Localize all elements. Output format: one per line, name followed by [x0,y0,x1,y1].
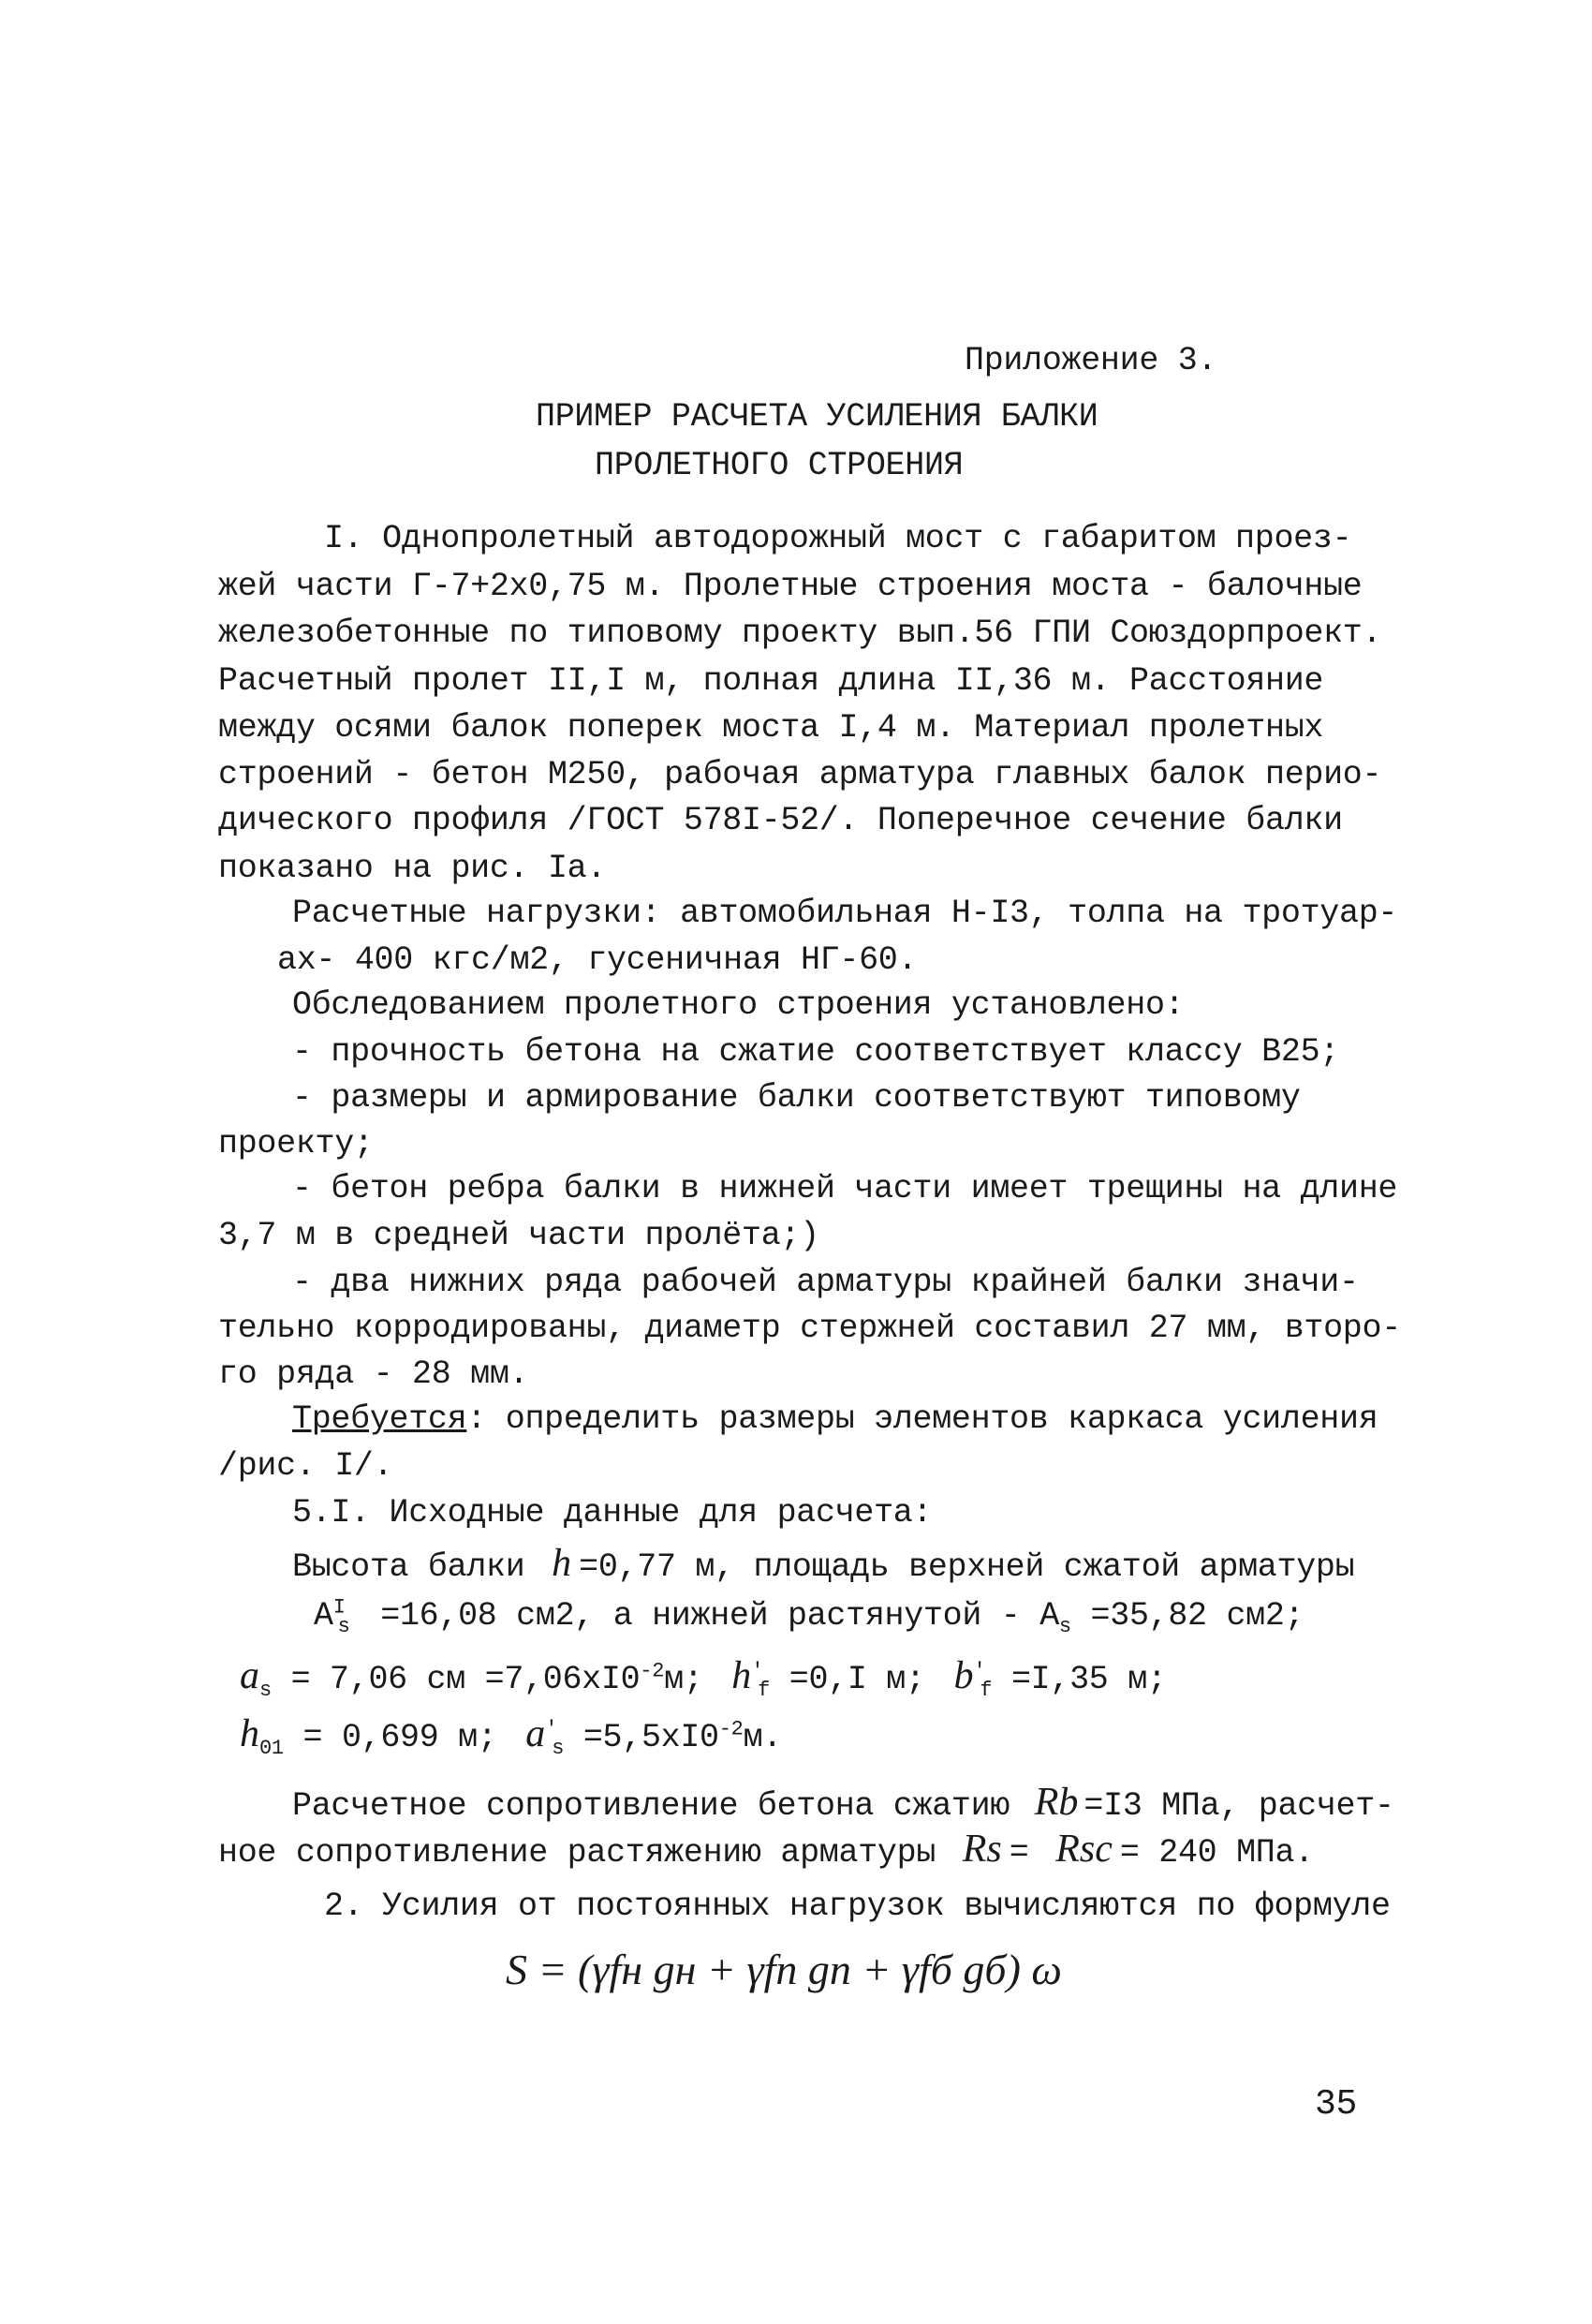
list-item: - прочность бетона на сжатие соответствует классу В25; [292,1033,1339,1071]
appendix-title: Приложение 3. [965,342,1217,379]
text-line: дического профиля /ГОСТ 578I-52/. Поперечное сечение балки [218,802,1343,839]
heading-line-2: ПРОЛЕТНОГО СТРОЕНИЯ [595,447,964,484]
as2-sup: ' [545,1717,558,1741]
formula: S = (γfн gн + γfп gп + γfб gб) ω [506,1946,1062,1993]
text-line: Расчетный пролет II,I м, полная длина II,36 м. Расстояние [218,662,1324,700]
resistance-line-2 [218,1829,1314,1870]
page-number: 35 [1315,2084,1358,2124]
rsc-symbol: Rsc [1055,1828,1113,1871]
hf-text: =0,I м; [789,1661,925,1698]
as-top-sub: s [337,1615,350,1638]
as-sub: s [1058,1615,1071,1638]
reinforcement-area-line [314,1595,1305,1638]
effective-depth-line [240,1712,782,1760]
resistance-text-2b: = 240 МПа. [1119,1834,1314,1872]
list-item: тельно корродированы, диаметр стержней составил 27 мм, второ- [218,1310,1401,1347]
h01-sub: 01 [259,1737,284,1760]
text-line: I. Однопролетный автодорожный мост с габаритом проез- [324,520,1352,557]
as-small-sub: s [259,1679,272,1702]
bf-symbol: b [953,1654,974,1697]
bf-text: =I,35 м; [1010,1661,1167,1698]
text-line: между осями балок поперек моста I,4 м. Материал пролетных [218,709,1324,747]
as-top-text: =16,08 см2, а нижней растянутой - [380,1597,1021,1635]
text-line: Расчетные нагрузки: автомобильная Н-I3, толпа на тротуар- [292,895,1398,932]
text-line: жей части Г-7+2х0,75 м. Пролетные строения моста - балочные [218,568,1363,605]
hf-sub: f [758,1679,771,1702]
beam-height-value: =0,77 м, площадь верхней сжатой арматуры [579,1548,1355,1586]
text-line: показано на рис. Iа. [218,850,607,887]
as-top-symbol: A [314,1597,333,1635]
geometry-line [240,1654,1167,1702]
list-item: - два нижних ряда рабочей арматуры крайней балки значи- [292,1264,1359,1301]
as-symbol: A [1039,1597,1059,1635]
section-2-text: 2. Усилия от постоянных нагрузок вычисляются по формуле [324,1887,1391,1925]
text-line: строений - бетон М250, рабочая арматура главных балок перио- [218,756,1382,793]
as-small-unit: м; [664,1661,703,1698]
resistance-line-1 [292,1783,1394,1823]
list-item: - размеры и армирование балки соответствуют типовому [292,1079,1301,1117]
as2-unit: м. [743,1719,782,1756]
as-small-text: = 7,06 см =7,06хI0 [290,1661,641,1698]
required-line [292,1400,1378,1438]
list-item: го ряда - 28 мм. [218,1355,529,1393]
equals-sign: = [1009,1834,1029,1872]
required-line-2: /рис. I/. [218,1447,393,1485]
resistance-text-2a: ное сопротивление растяжению арматуры [218,1834,936,1872]
bf-sup: ' [973,1659,986,1683]
as2-symbol: a [525,1712,546,1755]
list-item: - бетон ребра балки в нижней части имеет трещины на длине [292,1170,1398,1207]
required-text: : определить размеры элементов каркаса усиления [466,1400,1378,1438]
required-label: Требуется [292,1400,467,1438]
bf-sub: f [980,1679,993,1702]
hf-symbol: h [731,1654,752,1697]
resistance-text-1b: =I3 МПа, расчет- [1083,1787,1394,1825]
hf-sup: ' [751,1659,764,1683]
rb-symbol: Rb [1034,1781,1079,1824]
survey-intro: Обследованием пролетного строения установлено: [292,986,1185,1024]
resistance-text-1a: Расчетное сопротивление бетона сжатию [292,1787,1010,1825]
heading-line-1: ПРИМЕР РАСЧЕТА УСИЛЕНИЯ БАЛКИ [536,398,1098,436]
list-item: 3,7 м в средней части пролёта;) [218,1217,819,1254]
beam-height-line [292,1544,1354,1584]
as-small-exp: -2 [640,1659,665,1683]
h01-symbol: h [240,1712,259,1755]
as2-text: =5,5хI0 [582,1719,719,1756]
beam-height-label: Высота балки [292,1548,525,1586]
as-small-symbol: a [240,1654,259,1697]
as-text: =35,82 см2; [1090,1597,1305,1635]
text-line: ах- 400 кгс/м2, гусеничная НГ-60. [277,941,918,979]
as2-exp: -2 [718,1717,744,1741]
as-top-sup: I [332,1595,346,1620]
h-symbol: h [552,1542,572,1585]
section-5-1-title: 5.I. Исходные данные для расчета: [292,1494,933,1532]
rs-symbol: Rs [962,1828,1002,1871]
list-item: проекту; [218,1125,374,1162]
h01-text: = 0,699 м; [302,1719,497,1756]
as2-sub: s [552,1737,565,1760]
text-line: железобетонные по типовому проекту вып.56 ГПИ Союздорпроект. [218,614,1382,652]
